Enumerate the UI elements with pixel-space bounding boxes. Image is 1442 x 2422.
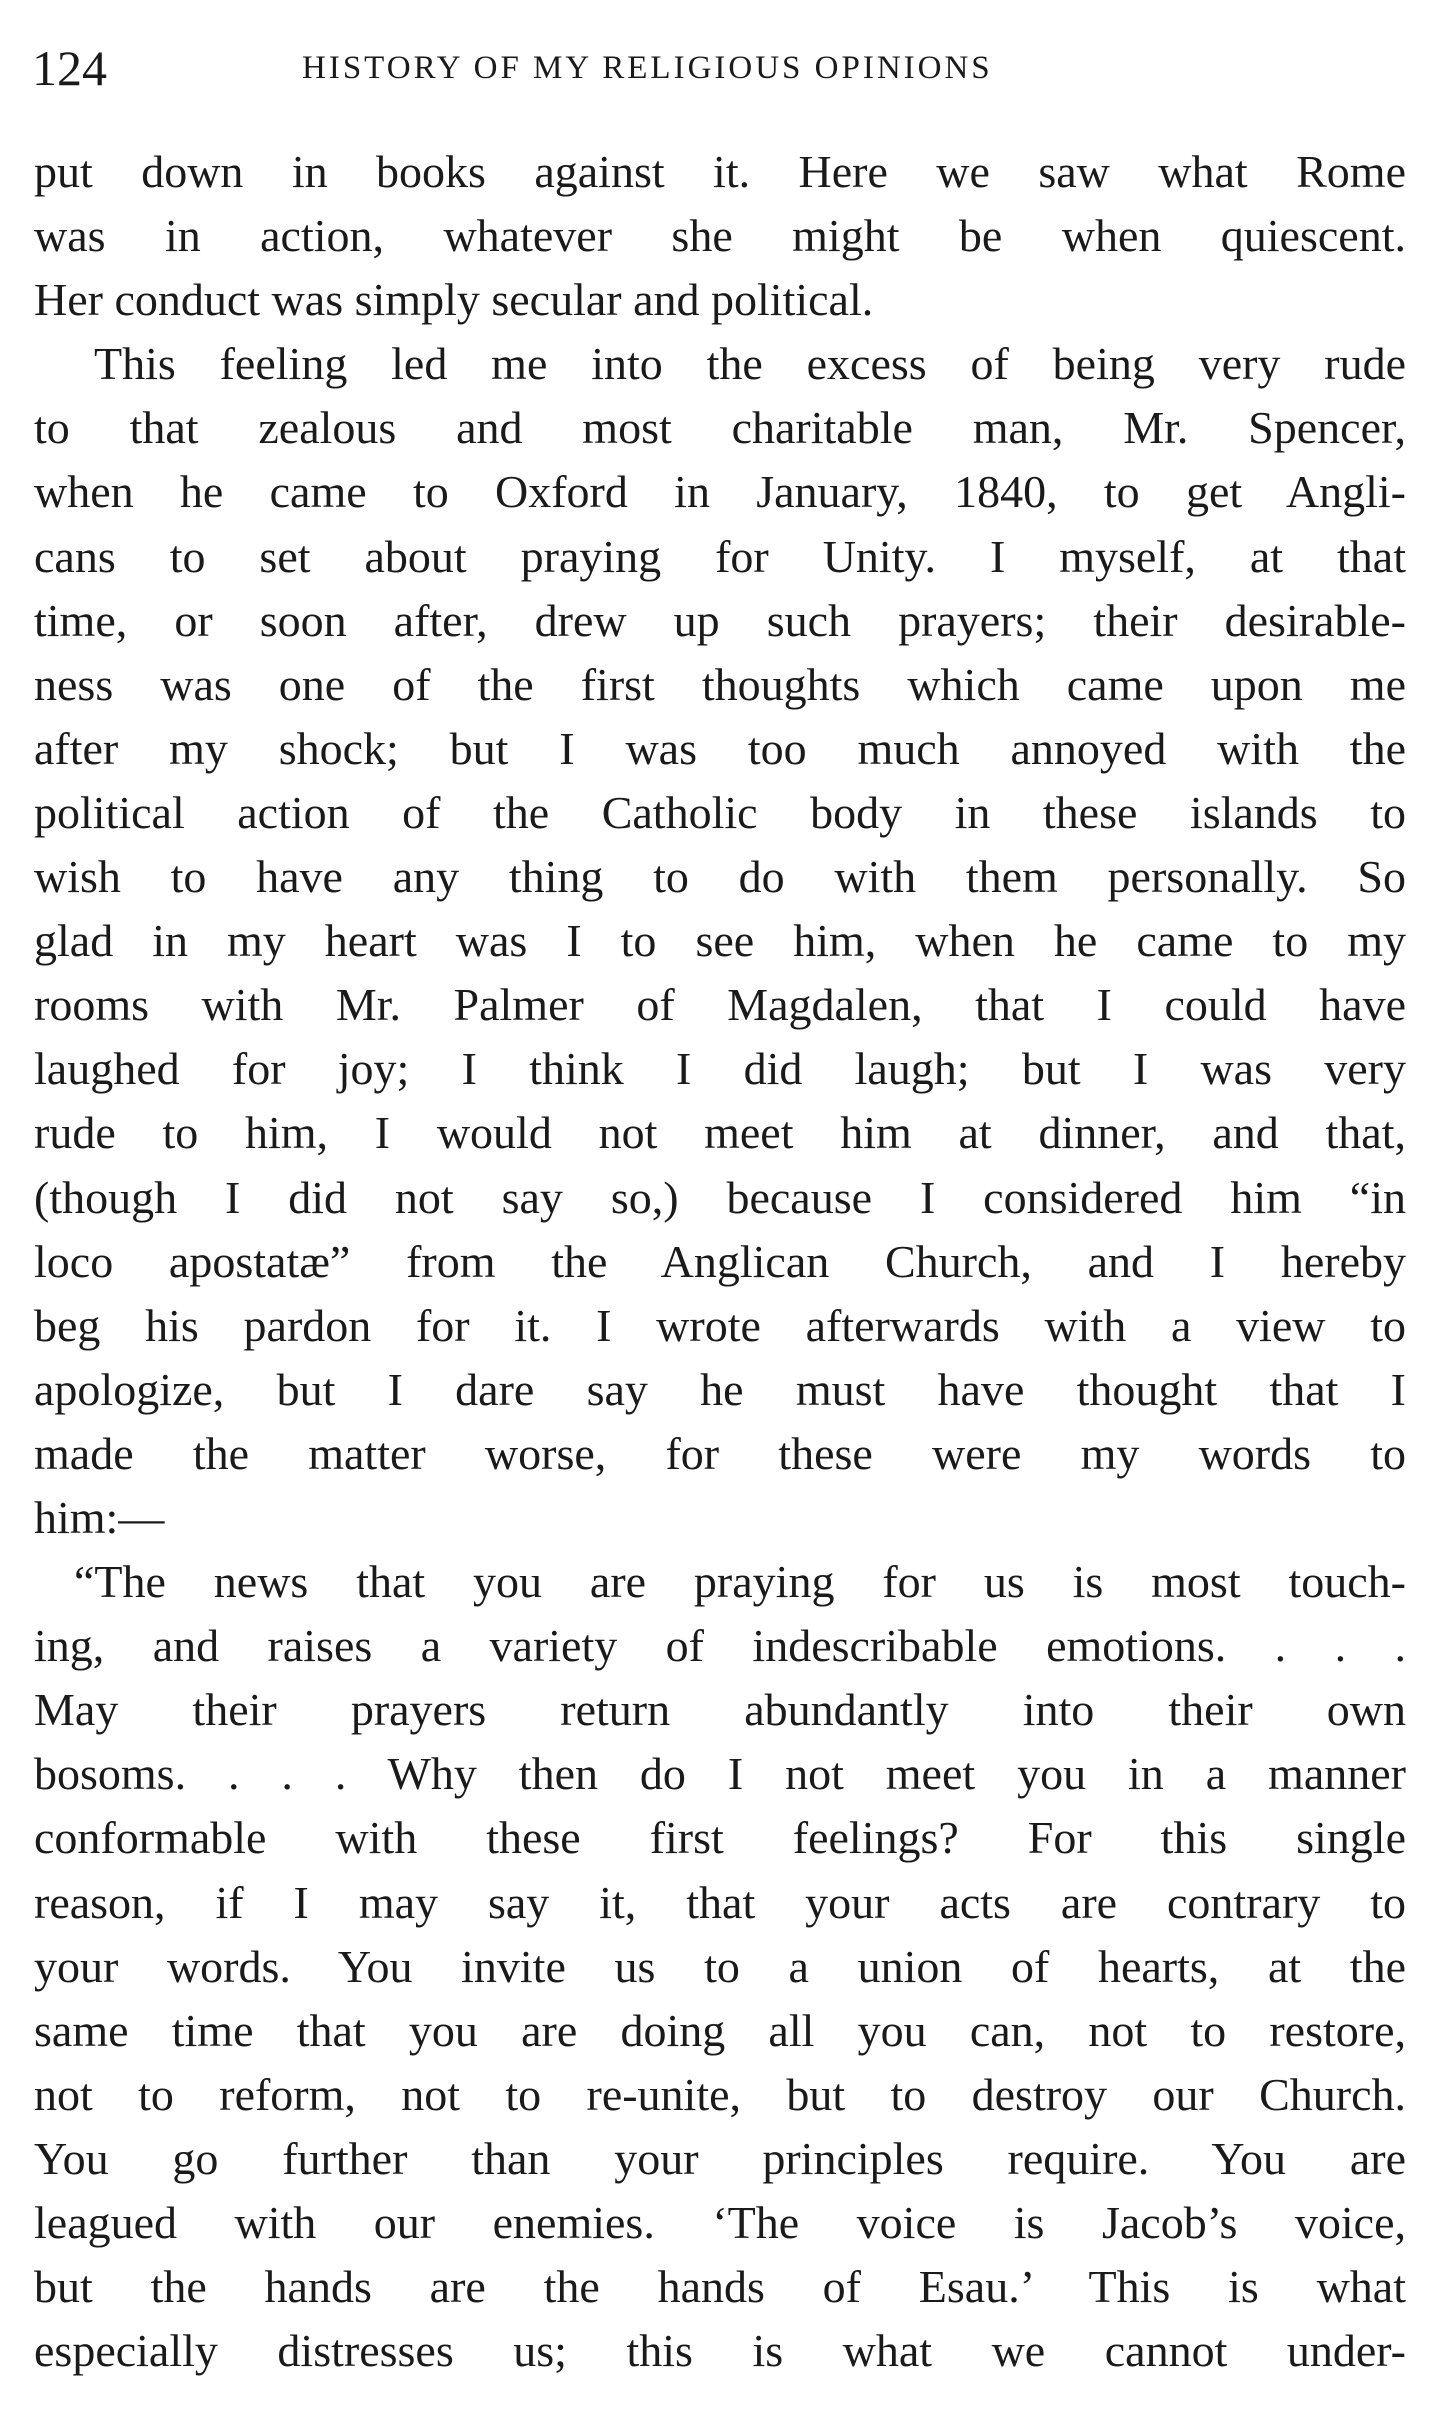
text-line: This feeling led me into the excess of being very rude (94, 338, 1406, 390)
quote-line: leagued with our enemies. ‘The voice is Jacob’s voice, (34, 2197, 1406, 2248)
text-line: made the matter worse, for these were my words to (34, 1427, 1406, 1479)
text-line: glad in my heart was I to see him, when he came to my (34, 915, 1406, 967)
text-line: wish to have any thing to do with them personally. So (34, 851, 1406, 903)
text-line: loco apostatæ” from the Anglican Church, and I hereby (34, 1235, 1406, 1287)
text-line: him:— (34, 1491, 165, 1543)
text-line: after my shock; but I was too much annoyed with the (34, 722, 1406, 774)
quote-line: You go further than your principles require. You are (34, 2132, 1406, 2184)
quote-line: “The news that you are praying for us is most touch- (74, 1556, 1406, 1608)
text-line: Her conduct was simply secular and political. (34, 274, 874, 326)
text-line: when he came to Oxford in January, 1840, to get Angli- (34, 466, 1406, 518)
page-header (32, 38, 1412, 98)
quote-line: bosoms. . . . Why then do I not meet you in a manner (34, 1748, 1406, 1800)
page-number: 124 (32, 40, 107, 96)
quote-line: May their prayers return abundantly into their own (34, 1684, 1406, 1736)
quote-line: your words. You invite us to a union of hearts, at the (34, 1940, 1406, 1992)
text-line: political action of the Catholic body in these islands to (34, 786, 1406, 838)
text-line: laughed for joy; I think I did laugh; but I was very (34, 1043, 1406, 1095)
body-text (34, 140, 1406, 2383)
quote-line: reason, if I may say it, that your acts are contrary to (34, 1876, 1406, 1928)
text-line: apologize, but I dare say he must have thought that I (34, 1363, 1406, 1415)
running-head: HISTORY OF MY RELIGIOUS OPINIONS (302, 50, 993, 86)
quote-line: but the hands are the hands of Esau.’ This is what (34, 2261, 1406, 2313)
text-line: rude to him, I would not meet him at dinner, and that, (34, 1107, 1406, 1159)
text-line: put down in books against it. Here we saw what Rome (34, 146, 1406, 197)
quote-line: ing, and raises a variety of indescribable emotions. . . . (34, 1620, 1406, 1672)
text-line: ness was one of the first thoughts which came upon me (34, 658, 1406, 710)
text-line: to that zealous and most charitable man, Mr. Spencer, (34, 402, 1406, 454)
text-line: cans to set about praying for Unity. I myself, at that (34, 530, 1406, 582)
text-line: time, or soon after, drew up such prayers; their desirable- (34, 594, 1406, 646)
quote-line: same time that you are doing all you can, not to restore, (34, 2004, 1406, 2056)
quote-line: especially distresses us; this is what we cannot under- (34, 2325, 1406, 2377)
text-line: (though I did not say so,) because I considered him “in (34, 1171, 1406, 1223)
text-line: rooms with Mr. Palmer of Magdalen, that I could have (34, 979, 1406, 1031)
text-line: was in action, whatever she might be when quiescent. (34, 210, 1406, 262)
quote-line: not to reform, not to re-unite, but to destroy our Church. (34, 2068, 1406, 2120)
quote-line: conformable with these first feelings? For this single (34, 1812, 1406, 1864)
text-line: beg his pardon for it. I wrote afterwards with a view to (34, 1299, 1406, 1351)
